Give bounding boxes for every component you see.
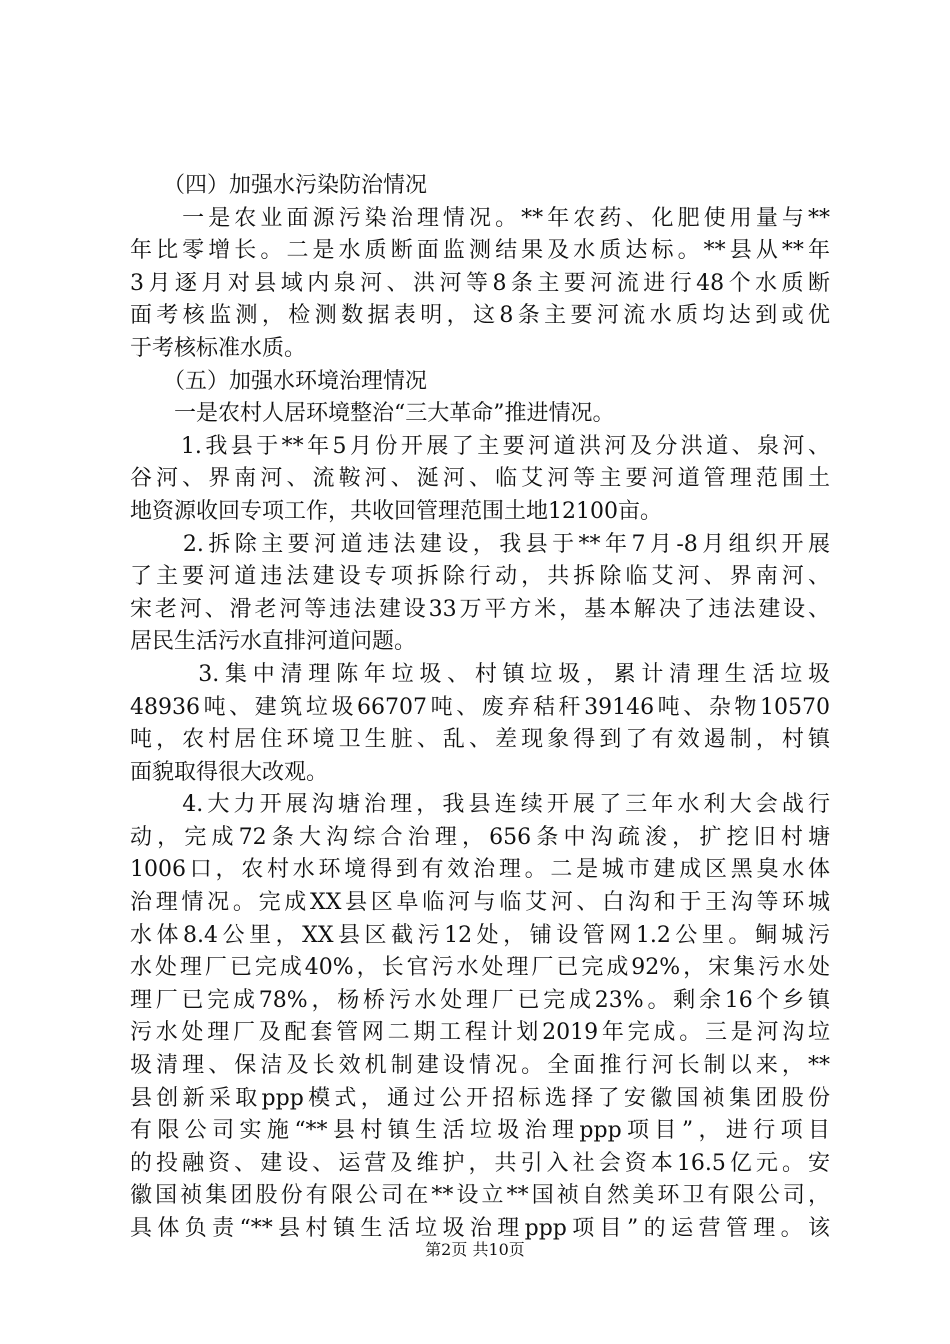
text-line: 治理情况。完成XX县区阜临河与临艾河、白沟和于王沟等环城: [130, 890, 830, 916]
text-line: 污水处理厂及配套管网二期工程计划2019年完成。三是河沟垃: [130, 1020, 830, 1046]
text-line: 1.我县于**年5月份开展了主要河道洪河及分洪道、泉河、: [130, 433, 830, 459]
text-line: 2.拆除主要河道违法建设，我县于**年7月-8月组织开展: [130, 531, 830, 557]
text-line: 水体8.4公里，XX县区截污12处，铺设管网1.2公里。鲖城污: [130, 922, 830, 948]
text-line: 圾清理、保洁及长效机制建设情况。全面推行河长制以来，**: [130, 1053, 830, 1079]
text-line: 理厂已完成78%，杨桥污水处理厂已完成23%。剩余16个乡镇: [130, 987, 830, 1013]
page-footer: 第2页 共10页: [425, 1240, 525, 1259]
text-line: 动，完成72条大沟综合治理，656条中沟疏浚，扩挖旧村塘: [130, 824, 830, 850]
text-line: 徽国祯集团股份有限公司在**设立**国祯自然美环卫有限公司，: [130, 1183, 830, 1209]
text-line: 地资源收回专项工作，共收回管理范围土地12100亩。: [130, 498, 662, 524]
text-line: 的投融资、建设、运营及维护，共引入社会资本16.5亿元。安: [130, 1150, 830, 1176]
text-line: 一是农业面源污染治理情况。**年农药、化肥使用量与**: [130, 205, 830, 231]
text-line: 4.大力开展沟塘治理，我县连续开展了三年水利大会战行: [130, 792, 830, 818]
text-line: 水处理厂已完成40%，长官污水处理厂已完成92%，宋集污水处: [130, 955, 830, 981]
text-line: 吨，农村居住环境卫生脏、乱、差现象得到了有效遏制，村镇: [130, 727, 830, 753]
text-line: 年比零增长。二是水质断面监测结果及水质达标。**县从**年: [130, 238, 830, 264]
text-line: 面貌取得很大改观。: [130, 759, 329, 785]
text-line: 3.集中清理陈年垃圾、村镇垃圾，累计清理生活垃圾: [130, 661, 830, 687]
text-line: （五）加强水环境治理情况: [130, 368, 428, 394]
text-line: 县创新采取ppp模式，通过公开招标选择了安徽国祯集团股份: [130, 1085, 830, 1111]
text-line: 了主要河道违法建设专项拆除行动，共拆除临艾河、界南河、: [130, 564, 830, 590]
text-line: 3月逐月对县域内泉河、洪河等8条主要河流进行48个水质断: [130, 270, 830, 296]
text-line: 面考核监测，检测数据表明，这8条主要河流水质均达到或优: [130, 303, 830, 329]
document-body: [130, 170, 830, 1246]
text-line: 1006口，农村水环境得到有效治理。二是城市建成区黑臭水体: [130, 857, 830, 883]
text-line: （四）加强水污染防治情况: [130, 173, 428, 198]
text-line: 宋老河、滑老河等违法建设33万平方米，基本解决了违法建设、: [130, 596, 830, 622]
text-line: 于考核标准水质。: [130, 335, 307, 361]
text-line: 一是农村人居环境整治“三大革命”推进情况。: [130, 401, 615, 427]
text-line: 谷河、界南河、流鞍河、涎河、临艾河等主要河道管理范围土: [130, 466, 830, 492]
text-line: 有限公司实施“**县村镇生活垃圾治理ppp项目”，进行项目: [130, 1118, 830, 1144]
text-line: 居民生活污水直排河道问题。: [130, 629, 417, 655]
text-line: 具体负责“**县村镇生活垃圾治理ppp项目”的运营管理。该: [130, 1216, 830, 1241]
text-line: 48936吨、建筑垃圾66707吨、废弃秸秆39146吨、杂物10570: [130, 694, 830, 720]
